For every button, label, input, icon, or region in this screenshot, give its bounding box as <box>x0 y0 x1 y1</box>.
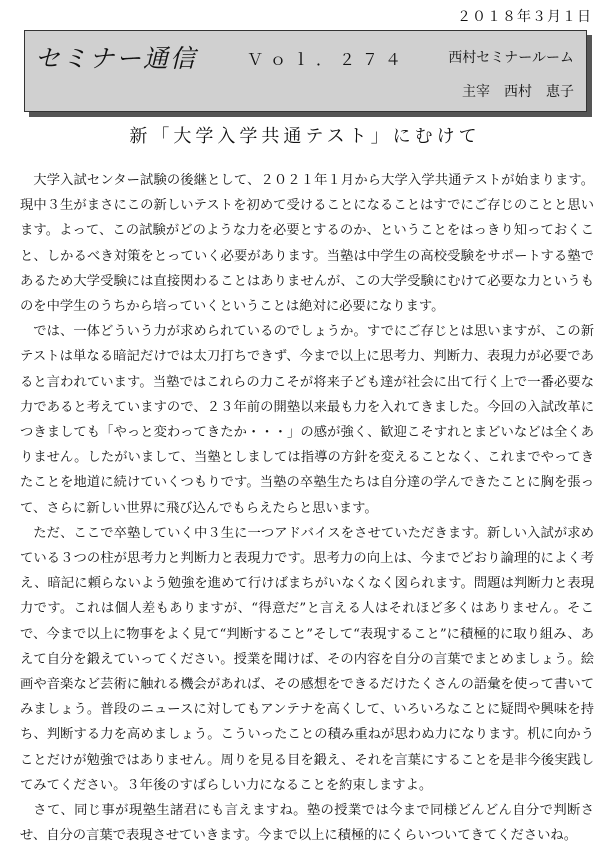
article-body <box>20 168 594 848</box>
issue-date: ２０１８年３月１日 <box>457 9 592 25</box>
author-name: 主宰 西村 恵子 <box>462 84 574 100</box>
paragraph: ただ、ここで卒塾していく中３生に一つアドバイスをさせていただきます。新しい入試が求めている３つの柱が思考力と判断力と表現力です。思考力の向上は、今までどおり論理的によく考え、暗記に頼らないよう勉強を進めて行けばまちがいなくなく図られます。問題は判断力と表現力です。これは個人差もありますが、“得意だ”と言える人はそれほど多くはありません。そこで、今まで以上に物事をよく見て“判断すること”そして“表現すること”に積極的に取り組み、あえて自分を鍛えていってください。授業を聞けば、その内容を自分の言葉でまとめましょう。絵画や音楽など芸術に触れる機会があれば、その感想をできるだけたくさんの語彙を使って書いてみましょう。普段のニュースに対してもアンテナを高くして、いろいろなことに疑問や興味を持ち、判断する力を高めましょう。こういったことの積み重ねが思わぬ力になります。机に向かうことだけが勉強ではありません。周りを見る目を鍛え、それを言葉にすることを是非今後実践してみてください。３年後のすばらしい力になることを約束しますよ。 <box>20 525 594 793</box>
volume-number: Ｖｏｌ．２７４ <box>247 50 409 69</box>
newsletter-title: セミナー通信 <box>35 44 198 73</box>
paragraph: 大学入試センター試験の後継として、２０２１年１月から大学入学共通テストが始まります。現中３生がまさにこの新しいテストを初めて受けることになることはすでにご存じのことと思います。よって、この試験がどのような力を必要とするのか、ということをはっきり知っておくこと、しかるべき対策をとっていく必要があります。当塾は中学生の高校受験をサポートする塾であるため大学受験には直接関わることはありませんが、この大学受験にむけて必要な力というものを中学生のうちから培っていくということは絶対に必要になります。 <box>20 173 594 315</box>
paragraph: さて、同じ事が現塾生諸君にも言えますね。塾の授業では今まで同様どんどん自分で判断させ、自分の言葉で表現させていきます。今まで以上に積極的にくらいついてきてくださいね。 <box>20 803 594 844</box>
paragraph: では、一体どういう力が求められているのでしょうか。すでにご存じとは思いますが、この新テストは単なる暗記だけでは太刀打ちできず、今まで以上に思考力、判断力、表現力が必要であると言われています。当塾ではこれらの力こそが将来子ども達が社会に出て行く上で一番必要な力であると考えていますので、２３年前の開塾以来最も力を入れてきました。今回の入試改革につきましても「やっと変わってきたか・・・」の感が強く、歓迎こそすれとまどいなどは全くありません。したがいまして、当塾としましては指導の方針を変えることなく、これまでやってきたことを地道に続けていくつもりです。当塾の卒塾生たちは自分達の学んできたことに胸を張って、さらに新しい世界に飛び込んでもらえたらと思います。 <box>20 324 594 516</box>
newsletter-header <box>24 30 587 112</box>
article-title: 新「大学入学共通テスト」にむけて <box>129 126 481 147</box>
organization-name: 西村セミナールーム <box>448 50 574 66</box>
